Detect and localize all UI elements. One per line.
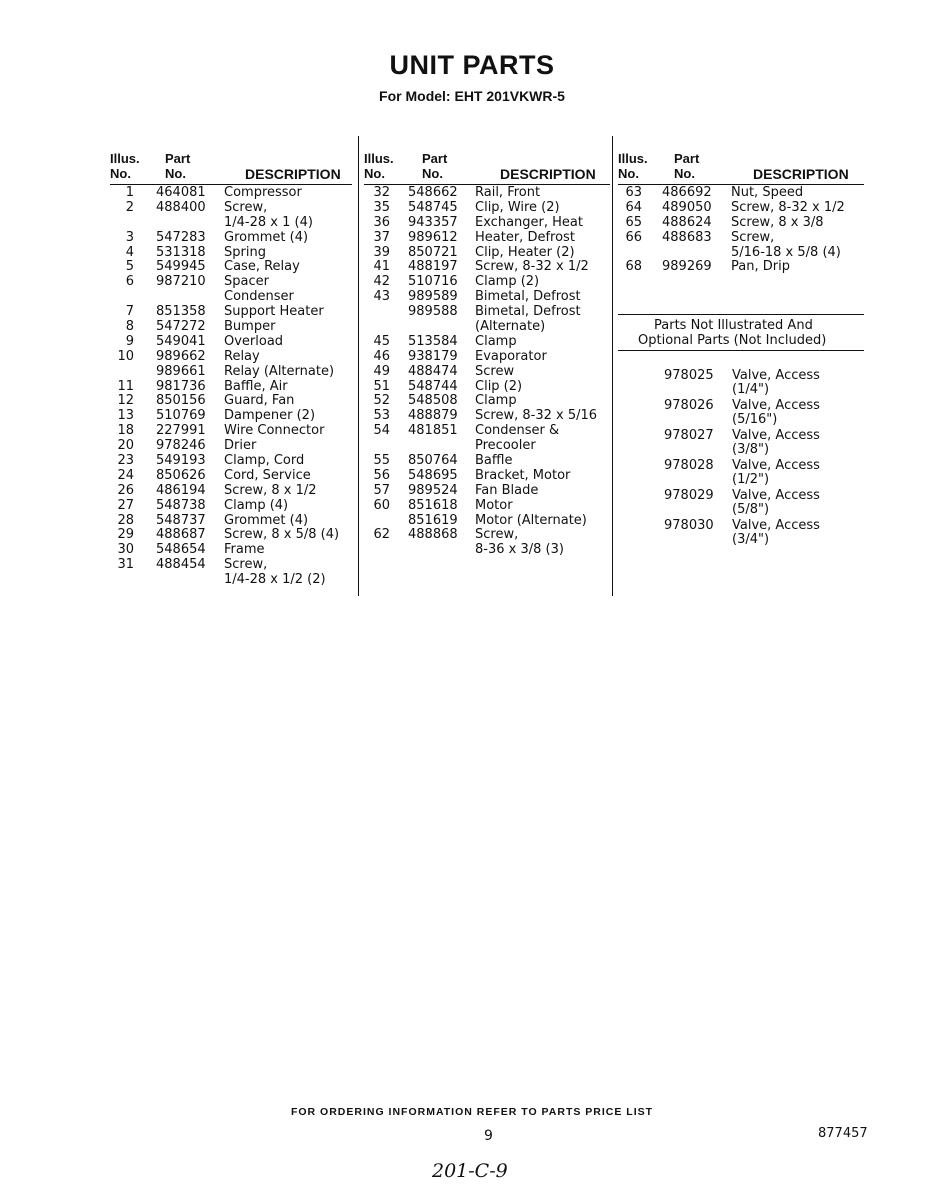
part-row <box>364 499 610 514</box>
part-row <box>110 409 352 424</box>
part-row <box>364 275 610 290</box>
part-description: Bimetal, Defrost <box>475 304 581 320</box>
part-number: 548738 <box>156 497 206 513</box>
part-number: 548744 <box>408 378 458 394</box>
parts-list <box>618 185 864 275</box>
part-row <box>618 216 864 231</box>
part-description: Baffle, Air <box>224 378 288 394</box>
part-number: 850721 <box>408 244 458 260</box>
part-number: 488474 <box>408 363 458 379</box>
part-description: Condenser <box>224 289 294 305</box>
part-number: 548662 <box>408 185 458 200</box>
part-number: 981736 <box>156 378 206 394</box>
optional-part-size: (5/16") <box>732 412 778 427</box>
part-number: 513584 <box>408 333 458 349</box>
illus-number: 56 <box>373 467 390 483</box>
part-row <box>110 186 352 201</box>
part-row <box>364 320 610 335</box>
part-number: 488400 <box>156 199 206 215</box>
optional-parts-rule-bottom <box>618 350 864 351</box>
part-number: 549193 <box>156 453 206 469</box>
illus-number: 10 <box>117 348 134 364</box>
part-row <box>364 365 610 380</box>
illus-number: 26 <box>117 482 134 498</box>
part-row <box>110 484 352 499</box>
parts-list <box>364 185 610 558</box>
part-number: 481851 <box>408 423 458 439</box>
illus-number: 24 <box>117 467 134 483</box>
part-description: Nut, Speed <box>731 185 804 200</box>
parts-column-2 <box>364 148 610 558</box>
part-description: Screw, 8-32 x 1/2 <box>475 259 589 275</box>
part-number: 851619 <box>408 512 458 528</box>
part-row <box>110 424 352 439</box>
part-row <box>364 246 610 261</box>
part-description: Screw, 8 x 3/8 <box>731 214 824 230</box>
part-number: 548508 <box>408 393 458 409</box>
optional-part-description: Valve, Access <box>732 368 820 383</box>
part-description: 8-36 x 3/8 (3) <box>475 542 564 558</box>
illus-header: Illus. <box>110 151 140 166</box>
illus-number: 60 <box>373 497 390 513</box>
part-number: 989589 <box>408 289 458 305</box>
illus-header: Illus. <box>364 151 394 166</box>
part-number: 851358 <box>156 304 206 320</box>
part-number: 464081 <box>156 185 206 200</box>
illus-number: 4 <box>125 244 134 260</box>
illus-number: 36 <box>373 214 390 230</box>
part-row <box>110 499 352 514</box>
illus-number: 5 <box>125 259 134 275</box>
part-header: Part <box>165 151 191 166</box>
part-row <box>110 290 352 305</box>
part-description: Relay <box>224 348 260 364</box>
part-row <box>364 201 610 216</box>
illus-number: 65 <box>625 214 642 230</box>
column-divider <box>612 136 613 596</box>
illus-number: 27 <box>117 497 134 513</box>
part-number: 851618 <box>408 497 458 513</box>
part-row <box>110 514 352 529</box>
illus-number: 39 <box>373 244 390 260</box>
model-subtitle: For Model: EHT 201VKWR-5 <box>379 88 565 104</box>
illus-number: 35 <box>373 199 390 215</box>
parts-column-1 <box>110 148 352 588</box>
part-number: 227991 <box>156 423 206 439</box>
part-row <box>364 380 610 395</box>
part-description: 5/16-18 x 5/8 (4) <box>731 244 841 260</box>
part-description: Screw, 8 x 1/2 <box>224 482 317 498</box>
part-row <box>110 394 352 409</box>
part-row <box>364 409 610 424</box>
illus-number: 52 <box>373 393 390 409</box>
part-row <box>364 350 610 365</box>
part-description: Screw, 8-32 x 5/16 <box>475 408 598 424</box>
part-description: Baffle <box>475 453 513 469</box>
part-number: 943357 <box>408 214 458 230</box>
part-row <box>110 335 352 350</box>
part-row <box>110 216 352 231</box>
part-row <box>110 558 352 573</box>
part-number: 488454 <box>156 557 206 573</box>
part-description: Drier <box>224 438 257 454</box>
illus-number: 2 <box>125 199 134 215</box>
illus-number: 28 <box>117 512 134 528</box>
optional-part-size: (3/8") <box>732 442 770 457</box>
part-number: 989524 <box>408 482 458 498</box>
part-number: 488197 <box>408 259 458 275</box>
part-row <box>110 305 352 320</box>
part-description: Clip (2) <box>475 378 523 394</box>
part-description: Grommet (4) <box>224 512 309 528</box>
illus-number: 68 <box>625 259 642 275</box>
optional-part-description: Valve, Access <box>732 428 820 443</box>
illus-number: 41 <box>373 259 390 275</box>
optional-part-number: 978027 <box>664 428 714 443</box>
optional-parts-heading: Parts Not Illustrated And <box>654 318 813 333</box>
part-number: 488683 <box>662 229 712 245</box>
illus-number: 9 <box>125 333 134 349</box>
part-number: 488624 <box>662 214 712 230</box>
document-number: 877457 <box>818 1126 868 1141</box>
part-description: Compressor <box>224 185 302 200</box>
illus-number: 64 <box>625 199 642 215</box>
optional-parts-rule-top <box>618 314 864 315</box>
illus-number: 51 <box>373 378 390 394</box>
description-header: DESCRIPTION <box>753 166 849 182</box>
part-number: 488868 <box>408 527 458 543</box>
part-row <box>364 484 610 499</box>
illus-number: 49 <box>373 363 390 379</box>
optional-part-number: 978026 <box>664 398 714 413</box>
part-row <box>110 231 352 246</box>
description-header: DESCRIPTION <box>500 166 596 182</box>
part-number: 989661 <box>156 363 206 379</box>
part-description: Bracket, Motor <box>475 467 571 483</box>
illus-number: 7 <box>125 304 134 320</box>
optional-part-number: 978030 <box>664 518 714 533</box>
illus-no-header: No. <box>364 166 385 181</box>
illus-number: 6 <box>125 274 134 290</box>
handwritten-note: 201-C-9 <box>432 1160 508 1182</box>
part-description: (Alternate) <box>475 319 546 335</box>
part-description: Clamp (4) <box>224 497 289 513</box>
illus-number: 45 <box>373 333 390 349</box>
part-number: 987210 <box>156 274 206 290</box>
part-row <box>618 201 864 216</box>
part-description: Screw, <box>224 557 268 573</box>
optional-part-number: 978025 <box>664 368 714 383</box>
part-row <box>364 528 610 543</box>
part-description: 1/4-28 x 1/2 (2) <box>224 572 326 588</box>
illus-number: 62 <box>373 527 390 543</box>
part-description: Screw, 8-32 x 1/2 <box>731 199 845 215</box>
illus-number: 13 <box>117 408 134 424</box>
illus-number: 46 <box>373 348 390 364</box>
part-number: 488879 <box>408 408 458 424</box>
part-number: 978246 <box>156 438 206 454</box>
part-number: 548737 <box>156 512 206 528</box>
optional-part-number: 978029 <box>664 488 714 503</box>
part-number: 489050 <box>662 199 712 215</box>
part-row <box>364 439 610 454</box>
part-row <box>364 186 610 201</box>
part-row <box>110 246 352 261</box>
illus-number: 66 <box>625 229 642 245</box>
illus-number: 55 <box>373 453 390 469</box>
part-number: 548745 <box>408 199 458 215</box>
part-description: Motor <box>475 497 513 513</box>
illus-number: 57 <box>373 482 390 498</box>
illus-number: 63 <box>625 185 642 200</box>
part-description: Bumper <box>224 319 276 335</box>
parts-column-3 <box>618 148 864 275</box>
part-row <box>364 454 610 469</box>
illus-number: 23 <box>117 453 134 469</box>
part-number: 548654 <box>156 542 206 558</box>
column-header <box>364 148 610 185</box>
part-number: 547283 <box>156 229 206 245</box>
part-description: Spacer <box>224 274 269 290</box>
part-description: Support Heater <box>224 304 324 320</box>
illus-header: Illus. <box>618 151 648 166</box>
part-description: Exchanger, Heat <box>475 214 583 230</box>
part-description: Screw, <box>475 527 519 543</box>
optional-part-size: (5/8") <box>732 502 770 517</box>
part-description: Grommet (4) <box>224 229 309 245</box>
part-row <box>110 469 352 484</box>
part-description: Screw <box>475 363 515 379</box>
part-description: Clamp <box>475 333 517 349</box>
part-description: Frame <box>224 542 265 558</box>
illus-number: 1 <box>125 185 134 200</box>
part-number: 549041 <box>156 333 206 349</box>
part-row <box>618 186 864 201</box>
part-row <box>110 201 352 216</box>
part-no-header: No. <box>674 166 695 181</box>
part-description: Clip, Wire (2) <box>475 199 560 215</box>
illus-number: 53 <box>373 408 390 424</box>
part-row <box>364 394 610 409</box>
part-row <box>110 320 352 335</box>
illus-no-header: No. <box>110 166 131 181</box>
part-number: 850626 <box>156 467 206 483</box>
part-no-header: No. <box>165 166 186 181</box>
optional-part-size: (1/4") <box>732 382 770 397</box>
illus-number: 37 <box>373 229 390 245</box>
part-row <box>110 528 352 543</box>
part-row <box>364 260 610 275</box>
part-row <box>364 305 610 320</box>
part-row <box>110 573 352 588</box>
part-row <box>110 439 352 454</box>
part-description: Dampener (2) <box>224 408 316 424</box>
part-number: 548695 <box>408 467 458 483</box>
page-title: UNIT PARTS <box>389 50 555 80</box>
part-description: Fan Blade <box>475 482 539 498</box>
part-row <box>364 335 610 350</box>
illus-no-header: No. <box>618 166 639 181</box>
part-description: Precooler <box>475 438 536 454</box>
illus-number: 42 <box>373 274 390 290</box>
part-description: Screw, <box>731 229 775 245</box>
part-row <box>110 454 352 469</box>
part-number: 486194 <box>156 482 206 498</box>
optional-parts-subheading: Optional Parts (Not Included) <box>638 333 827 348</box>
optional-part-size: (1/2") <box>732 472 770 487</box>
part-row <box>110 350 352 365</box>
illus-number: 43 <box>373 289 390 305</box>
part-description: Clamp, Cord <box>224 453 305 469</box>
illus-number: 30 <box>117 542 134 558</box>
illus-number: 32 <box>373 185 390 200</box>
part-description: Bimetal, Defrost <box>475 289 581 305</box>
illus-number: 8 <box>125 319 134 335</box>
part-description: Spring <box>224 244 266 260</box>
illus-number: 12 <box>117 393 134 409</box>
part-number: 938179 <box>408 348 458 364</box>
part-number: 850156 <box>156 393 206 409</box>
part-description: Rail, Front <box>475 185 541 200</box>
part-header: Part <box>674 151 700 166</box>
part-description: Wire Connector <box>224 423 325 439</box>
part-number: 488687 <box>156 527 206 543</box>
part-description: Case, Relay <box>224 259 300 275</box>
part-description: Clamp (2) <box>475 274 540 290</box>
part-description: 1/4-28 x 1 (4) <box>224 214 313 230</box>
part-number: 549945 <box>156 259 206 275</box>
illus-number: 31 <box>117 557 134 573</box>
part-row <box>364 231 610 246</box>
page-number: 9 <box>484 1128 493 1144</box>
part-description: Clamp <box>475 393 517 409</box>
part-number: 850764 <box>408 453 458 469</box>
part-description: Pan, Drip <box>731 259 790 275</box>
part-description: Overload <box>224 333 284 349</box>
illus-number: 54 <box>373 423 390 439</box>
part-row <box>110 260 352 275</box>
part-description: Clip, Heater (2) <box>475 244 575 260</box>
part-row <box>364 543 610 558</box>
part-header: Part <box>422 151 448 166</box>
part-row <box>618 246 864 261</box>
column-header <box>618 148 864 185</box>
part-description: Screw, <box>224 199 268 215</box>
optional-part-size: (3/4") <box>732 532 770 547</box>
part-row <box>110 365 352 380</box>
part-number: 510716 <box>408 274 458 290</box>
part-description: Screw, 8 x 5/8 (4) <box>224 527 340 543</box>
part-number: 510769 <box>156 408 206 424</box>
part-row <box>364 216 610 231</box>
part-row <box>364 514 610 529</box>
part-number: 547272 <box>156 319 206 335</box>
description-header: DESCRIPTION <box>245 166 341 182</box>
part-row <box>110 275 352 290</box>
part-description: Heater, Defrost <box>475 229 575 245</box>
optional-part-description: Valve, Access <box>732 518 820 533</box>
part-number: 989612 <box>408 229 458 245</box>
column-divider <box>358 136 359 596</box>
part-row <box>110 380 352 395</box>
part-row <box>364 424 610 439</box>
part-number: 486692 <box>662 185 712 200</box>
part-description: Condenser & <box>475 423 560 439</box>
part-row <box>618 231 864 246</box>
optional-part-number: 978028 <box>664 458 714 473</box>
part-row <box>364 290 610 305</box>
optional-part-description: Valve, Access <box>732 488 820 503</box>
illus-number: 18 <box>117 423 134 439</box>
part-number: 989662 <box>156 348 206 364</box>
part-description: Guard, Fan <box>224 393 295 409</box>
part-description: Relay (Alternate) <box>224 363 335 379</box>
optional-part-description: Valve, Access <box>732 458 820 473</box>
part-description: Evaporator <box>475 348 547 364</box>
parts-list <box>110 185 352 588</box>
part-no-header: No. <box>422 166 443 181</box>
part-number: 989588 <box>408 304 458 320</box>
illus-number: 20 <box>117 438 134 454</box>
column-header <box>110 148 352 185</box>
part-row <box>364 469 610 484</box>
part-row <box>110 543 352 558</box>
part-description: Motor (Alternate) <box>475 512 587 528</box>
illus-number: 3 <box>125 229 134 245</box>
illus-number: 29 <box>117 527 134 543</box>
ordering-footer: FOR ORDERING INFORMATION REFER TO PARTS PRICE LIST <box>290 1106 654 1118</box>
optional-part-description: Valve, Access <box>732 398 820 413</box>
part-description: Cord, Service <box>224 467 311 483</box>
part-number: 531318 <box>156 244 206 260</box>
part-number: 989269 <box>662 259 712 275</box>
illus-number: 11 <box>117 378 134 394</box>
part-row <box>618 260 864 275</box>
